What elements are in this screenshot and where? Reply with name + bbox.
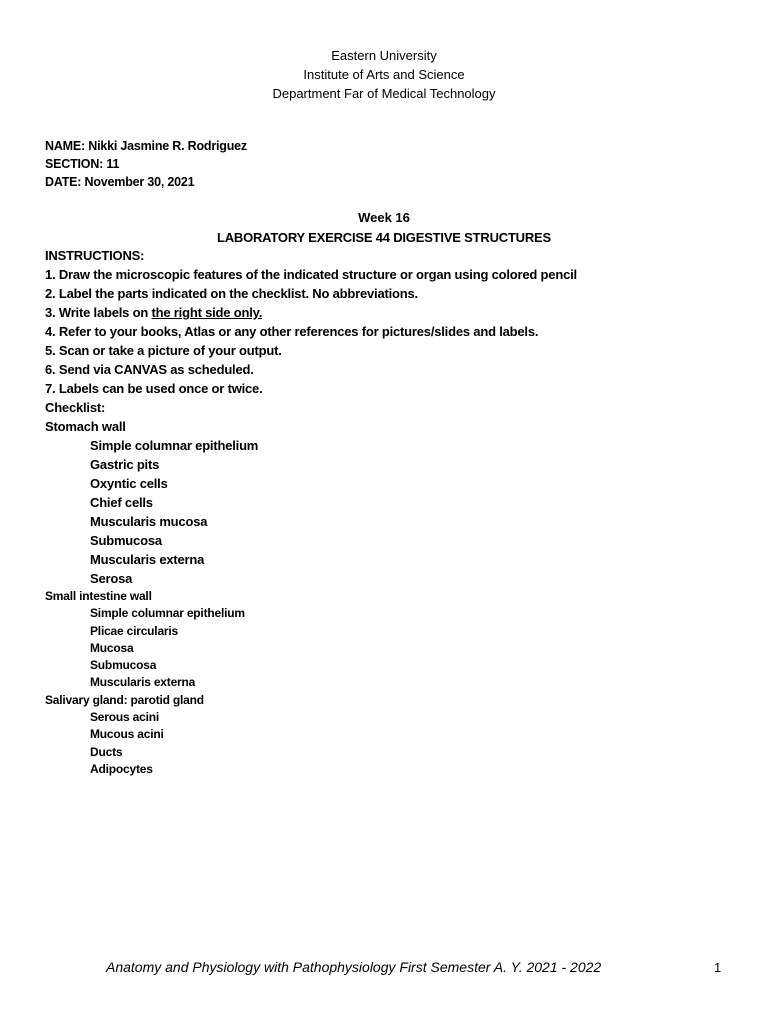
- instruction-item-2: 2. Label the parts indicated on the checklist. No abbreviations.: [45, 286, 418, 301]
- checklist: [45, 417, 258, 778]
- stomach-title: Stomach wall: [45, 419, 126, 434]
- student-section: SECTION: 11: [45, 157, 120, 171]
- page-number: 1: [714, 960, 722, 975]
- checklist-item: Muscularis mucosa: [90, 514, 208, 529]
- week-label: Week 16: [358, 210, 410, 225]
- university-name: Eastern University: [331, 48, 437, 63]
- checklist-item: Chief cells: [90, 495, 153, 510]
- checklist-item: Gastric pits: [90, 457, 160, 472]
- stomach-section: [45, 417, 258, 588]
- instruction-item-4: 4. Refer to your books, Atlas or any other references for pictures/slides and labels.: [45, 324, 539, 339]
- checklist-item: Muscularis externa: [90, 552, 205, 567]
- instruction-item-5: 5. Scan or take a picture of your output.: [45, 343, 282, 358]
- checklist-item: Serosa: [90, 571, 133, 586]
- checklist-item: Adipocytes: [90, 761, 153, 776]
- checklist-item: Simple columnar epithelium: [90, 438, 259, 453]
- student-name: NAME: Nikki Jasmine R. Rodriguez: [45, 139, 247, 153]
- checklist-item: Mucous acini: [90, 727, 164, 742]
- instruction-item-7: 7. Labels can be used once or twice.: [45, 381, 263, 396]
- checklist-item: Ducts: [90, 744, 123, 759]
- footer-course-info: Anatomy and Physiology with Pathophysiology First Semester A. Y. 2021 - 2022: [106, 959, 602, 975]
- checklist-heading: Checklist:: [45, 400, 106, 415]
- instruction-item-3-emphasis: the right side only.: [151, 305, 263, 320]
- exercise-title: LABORATORY EXERCISE 44 DIGESTIVE STRUCTURES: [216, 230, 552, 245]
- instructions-heading: INSTRUCTIONS:: [45, 248, 145, 263]
- checklist-item: Mucosa: [90, 640, 134, 655]
- checklist-item: Plicae circularis: [90, 623, 178, 638]
- checklist-item: Submucosa: [90, 658, 157, 673]
- instruction-item-6: 6. Send via CANVAS as scheduled.: [45, 362, 254, 377]
- department-name: Department Far of Medical Technology: [272, 86, 496, 101]
- checklist-item: Simple columnar epithelium: [90, 606, 245, 621]
- small-intestine-title: Small intestine wall: [45, 589, 152, 603]
- instruction-item-1: 1. Draw the microscopic features of the indicated structure or organ using colored pencil: [45, 267, 577, 282]
- checklist-item: Muscularis externa: [90, 675, 196, 690]
- instruction-item-3: [45, 303, 577, 322]
- instruction-item-3-prefix: 3. Write labels on: [45, 305, 152, 320]
- salivary-gland-title: Salivary gland: parotid gland: [45, 692, 204, 707]
- checklist-item: Submucosa: [90, 533, 162, 548]
- checklist-item: Oxyntic cells: [90, 476, 168, 491]
- checklist-item: Serous acini: [90, 710, 159, 725]
- student-info: [45, 137, 247, 191]
- institute-name: Institute of Arts and Science: [303, 67, 465, 82]
- instructions-block: [45, 246, 577, 417]
- submission-date: DATE: November 30, 2021: [45, 175, 195, 189]
- document-header: [0, 46, 768, 103]
- small-intestine-section: [45, 588, 258, 692]
- salivary-gland-section: [45, 692, 258, 778]
